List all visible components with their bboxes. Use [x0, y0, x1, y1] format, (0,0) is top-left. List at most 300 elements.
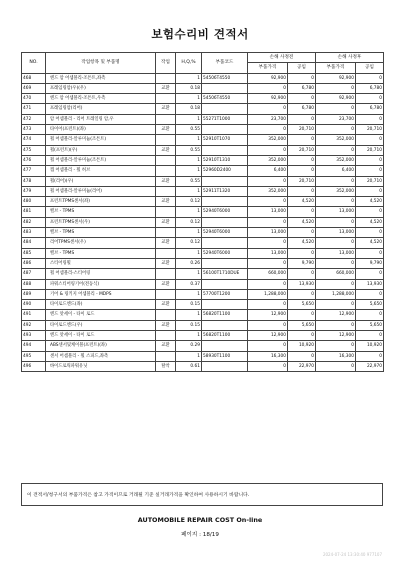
cell-code: 52910T1070 — [202, 135, 248, 145]
header-after-labor: 공임 — [356, 63, 384, 73]
cell-before-labor: 4,520 — [288, 217, 316, 227]
cell-work: 교환 — [156, 125, 176, 135]
cell-name: 휠 어셈블리-알루미늄(리어) — [46, 186, 156, 196]
cell-no: 482 — [22, 217, 46, 227]
cell-after-part: 0 — [316, 258, 356, 268]
cell-before-part: 0 — [248, 320, 288, 330]
table-row — [22, 166, 384, 176]
cell-work: 탈착 — [156, 361, 176, 371]
cell-after-part: 12,900 — [316, 310, 356, 320]
cell-work: 교환 — [156, 83, 176, 93]
cell-hq: 0.12 — [176, 238, 202, 248]
cell-after-labor: 0 — [356, 289, 384, 299]
cell-after-labor: 0 — [356, 114, 384, 124]
cell-after-part: 352,000 — [316, 186, 356, 196]
cell-before-part: 92,900 — [248, 73, 288, 83]
cell-name: 리어TPMS센서(우) — [46, 238, 156, 248]
cell-work — [156, 135, 176, 145]
table-row — [22, 320, 384, 330]
cell-before-part: 0 — [248, 125, 288, 135]
cell-work — [156, 94, 176, 104]
cell-work — [156, 289, 176, 299]
cell-work — [156, 155, 176, 165]
cell-work — [156, 114, 176, 124]
cell-name: 타이어(프런트)(좌) — [46, 125, 156, 135]
cell-name: 휠(프런트)(우) — [46, 145, 156, 155]
cell-after-part: 0 — [316, 197, 356, 207]
cell-name: 휠 어셈블리-알루미늄(조튼트) — [46, 135, 156, 145]
cell-before-labor: 10,920 — [288, 341, 316, 351]
cell-name: 타이로드엔드(우) — [46, 320, 156, 330]
cell-before-labor: 0 — [288, 351, 316, 361]
cell-no: 484 — [22, 238, 46, 248]
header-before-labor: 공임 — [288, 63, 316, 73]
cell-after-part: 23,700 — [316, 114, 356, 124]
cell-code: 56820T1100 — [202, 331, 248, 341]
cell-before-part: 13,000 — [248, 248, 288, 258]
cell-no: 474 — [22, 135, 46, 145]
cell-no: 494 — [22, 341, 46, 351]
cell-before-labor: 0 — [288, 186, 316, 196]
cell-after-labor: 13,930 — [356, 279, 384, 289]
cell-before-part: 1,288,000 — [248, 289, 288, 299]
cell-no: 480 — [22, 197, 46, 207]
cell-after-labor: 0 — [356, 248, 384, 258]
table-row — [22, 248, 384, 258]
table-row — [22, 269, 384, 279]
cell-after-part: 0 — [316, 125, 356, 135]
cell-hq: 1 — [176, 331, 202, 341]
cell-before-labor: 0 — [288, 135, 316, 145]
header-hq: H,Q,% — [176, 53, 202, 74]
cell-before-part: 0 — [248, 197, 288, 207]
cell-code: 56820T1100 — [202, 310, 248, 320]
estimate-table — [21, 52, 384, 372]
cell-before-labor: 5,650 — [288, 320, 316, 330]
cell-code — [202, 83, 248, 93]
cell-no: 493 — [22, 331, 46, 341]
cell-after-labor: 22,970 — [356, 361, 384, 371]
cell-before-part: 0 — [248, 300, 288, 310]
estimate-body — [22, 73, 384, 372]
cell-after-labor: 0 — [356, 207, 384, 217]
cell-after-labor: 0 — [356, 73, 384, 83]
cell-before-part: 0 — [248, 145, 288, 155]
cell-after-part: 0 — [316, 300, 356, 310]
cell-code: 54506T4550 — [202, 73, 248, 83]
cell-work: 교환 — [156, 217, 176, 227]
page-number: 페이지 : 18/19 — [181, 532, 219, 538]
cell-no: 472 — [22, 114, 46, 124]
cell-before-labor: 0 — [288, 94, 316, 104]
cell-no: 478 — [22, 176, 46, 186]
cell-before-part: 23,700 — [248, 114, 288, 124]
cell-hq: 0.29 — [176, 341, 202, 351]
cell-code: 54506T4550 — [202, 94, 248, 104]
cell-name: 밸브 - TPMS — [46, 207, 156, 217]
cell-before-part: 12,900 — [248, 331, 288, 341]
cell-after-labor: 4,520 — [356, 238, 384, 248]
cell-before-labor: 22,970 — [288, 361, 316, 371]
cell-code — [202, 217, 248, 227]
table-row — [22, 207, 384, 217]
cell-name: 프레임링암(우)(우) — [46, 83, 156, 93]
cell-no: 473 — [22, 125, 46, 135]
cell-before-part: 92,900 — [248, 94, 288, 104]
cell-after-part: 0 — [316, 145, 356, 155]
cell-code: 52960D2400 — [202, 166, 248, 176]
cell-after-part: 1,288,000 — [316, 289, 356, 299]
cell-hq: 1 — [176, 135, 202, 145]
cell-code: 52911T1320 — [202, 186, 248, 196]
header-row-top — [22, 53, 384, 63]
cell-hq: 0.18 — [176, 104, 202, 114]
cell-work — [156, 166, 176, 176]
cell-after-part: 660,000 — [316, 269, 356, 279]
cell-code: 52910T1310 — [202, 155, 248, 165]
cell-after-part: 92,900 — [316, 73, 356, 83]
cell-after-part: 0 — [316, 83, 356, 93]
table-row — [22, 125, 384, 135]
cell-after-part: 13,000 — [316, 248, 356, 258]
cell-no: 483 — [22, 228, 46, 238]
cell-code — [202, 125, 248, 135]
cell-no: 475 — [22, 145, 46, 155]
cell-before-labor: 6,780 — [288, 104, 316, 114]
cell-after-part: 0 — [316, 279, 356, 289]
cell-hq: 0.15 — [176, 320, 202, 330]
cell-name: 프런트TPMS센서(우) — [46, 217, 156, 227]
cell-after-labor: 0 — [356, 228, 384, 238]
cell-before-labor: 0 — [288, 289, 316, 299]
cell-name: 엔드 암 어셈블리-조튼트,좌측 — [46, 73, 156, 83]
cell-no: 486 — [22, 258, 46, 268]
cell-no: 476 — [22, 155, 46, 165]
cell-before-part: 0 — [248, 238, 288, 248]
cell-code: 56100T1710DUE — [202, 269, 248, 279]
cell-code — [202, 258, 248, 268]
cell-after-part: 13,000 — [316, 228, 356, 238]
table-row — [22, 104, 384, 114]
cell-work — [156, 207, 176, 217]
cell-after-labor: 0 — [356, 310, 384, 320]
cell-hq: 1 — [176, 289, 202, 299]
cell-before-part: 352,000 — [248, 135, 288, 145]
cell-after-labor: 5,650 — [356, 300, 384, 310]
cell-before-part: 0 — [248, 104, 288, 114]
cell-name: 엔드 앗세이 - 타이 로드 — [46, 310, 156, 320]
cell-hq: 1 — [176, 155, 202, 165]
cell-name: 프런트TPMS센서(좌) — [46, 197, 156, 207]
cell-after-part: 0 — [316, 176, 356, 186]
document-title: 보험수리비 견적서 — [151, 27, 249, 41]
cell-after-part: 6,400 — [316, 166, 356, 176]
cell-hq: 0.26 — [176, 258, 202, 268]
cell-code — [202, 341, 248, 351]
cell-hq: 0.18 — [176, 83, 202, 93]
cell-after-labor: 5,650 — [356, 320, 384, 330]
cell-before-labor: 20,710 — [288, 176, 316, 186]
table-row — [22, 300, 384, 310]
cell-work — [156, 186, 176, 196]
cell-before-labor: 0 — [288, 114, 316, 124]
header-code: 부품코드 — [202, 53, 248, 74]
table-row — [22, 73, 384, 83]
header-after-part: 부품가격 — [316, 63, 356, 73]
cell-hq: 1 — [176, 166, 202, 176]
table-row — [22, 258, 384, 268]
cell-before-labor: 0 — [288, 166, 316, 176]
cell-code — [202, 238, 248, 248]
cell-before-part: 6,400 — [248, 166, 288, 176]
table-row — [22, 351, 384, 361]
table-row — [22, 361, 384, 371]
cell-name: 기어 & 링키지 어셈블리 - MDPS — [46, 289, 156, 299]
cell-name: 휠(리어)(우) — [46, 176, 156, 186]
cell-hq: 1 — [176, 186, 202, 196]
table-row — [22, 83, 384, 93]
header-name: 작업항목 및 부품명 — [46, 53, 156, 74]
cell-after-labor: 6,780 — [356, 104, 384, 114]
cell-before-labor: 0 — [288, 155, 316, 165]
cell-before-labor: 0 — [288, 248, 316, 258]
cell-after-part: 13,000 — [316, 207, 356, 217]
cell-name: 암 어셈블리 - 리어 트레일링 암,우 — [46, 114, 156, 124]
cell-name: 프레임링암(리어) — [46, 104, 156, 114]
cell-hq: 1 — [176, 269, 202, 279]
cell-name: 휠 어셈블리-스티어링 — [46, 269, 156, 279]
header-before-part: 부품가격 — [248, 63, 288, 73]
cell-before-labor: 0 — [288, 331, 316, 341]
cell-work — [156, 310, 176, 320]
cell-hq: 1 — [176, 207, 202, 217]
cell-after-part: 0 — [316, 320, 356, 330]
cell-name: 휠 어셈블리-알루미늄(조튼트) — [46, 155, 156, 165]
cell-no: 490 — [22, 300, 46, 310]
cell-after-labor: 20,710 — [356, 145, 384, 155]
cell-hq: 1 — [176, 73, 202, 83]
cell-after-part: 0 — [316, 104, 356, 114]
cell-work: 교환 — [156, 300, 176, 310]
cell-after-part: 16,300 — [316, 351, 356, 361]
cell-work: 교환 — [156, 176, 176, 186]
cell-after-labor: 10,920 — [356, 341, 384, 351]
cell-hq: 1 — [176, 228, 202, 238]
cell-before-labor: 0 — [288, 269, 316, 279]
cell-hq: 0.55 — [176, 176, 202, 186]
cell-before-part: 0 — [248, 279, 288, 289]
header-work: 작업 — [156, 53, 176, 74]
cell-after-labor: 0 — [356, 331, 384, 341]
header-no: NO. — [22, 53, 46, 74]
cell-code — [202, 104, 248, 114]
cell-hq: 0.12 — [176, 217, 202, 227]
cell-code — [202, 300, 248, 310]
cell-before-labor: 0 — [288, 228, 316, 238]
cell-name: ABS센서및케이블(프런트)(좌) — [46, 341, 156, 351]
cell-hq: 1 — [176, 114, 202, 124]
cell-hq: 0.12 — [176, 197, 202, 207]
cell-before-labor: 20,710 — [288, 145, 316, 155]
cell-before-part: 13,000 — [248, 228, 288, 238]
cell-after-labor: 4,520 — [356, 197, 384, 207]
cell-before-labor: 13,930 — [288, 279, 316, 289]
footer-title: AUTOMOBILE REPAIR COST On-line — [137, 516, 263, 524]
cell-before-part: 660,000 — [248, 269, 288, 279]
table-row — [22, 94, 384, 104]
cell-after-labor: 0 — [356, 166, 384, 176]
cell-before-part: 352,000 — [248, 155, 288, 165]
cell-code: 52940T6000 — [202, 207, 248, 217]
cell-hq: 0.15 — [176, 300, 202, 310]
cell-hq: 0.61 — [176, 361, 202, 371]
print-timestamp: 2024-07-24 13:30:40 977107 — [322, 552, 382, 557]
cell-name: 엔드 암 어셈블리-조튼트,우측 — [46, 94, 156, 104]
header-before: 손해 사정전 — [248, 53, 316, 63]
cell-no: 496 — [22, 361, 46, 371]
cell-no: 469 — [22, 83, 46, 93]
table-row — [22, 331, 384, 341]
cell-after-labor: 0 — [356, 155, 384, 165]
cell-after-part: 0 — [316, 238, 356, 248]
cell-code — [202, 279, 248, 289]
cell-hq: 0.55 — [176, 145, 202, 155]
table-row — [22, 135, 384, 145]
cell-no: 470 — [22, 94, 46, 104]
cell-no: 489 — [22, 289, 46, 299]
cell-hq: 1 — [176, 351, 202, 361]
cell-work — [156, 269, 176, 279]
cell-code — [202, 361, 248, 371]
cell-after-labor: 4,520 — [356, 217, 384, 227]
cell-code — [202, 176, 248, 186]
cell-before-labor: 20,710 — [288, 125, 316, 135]
cell-after-part: 0 — [316, 361, 356, 371]
cell-work: 교환 — [156, 104, 176, 114]
cell-no: 468 — [22, 73, 46, 83]
cell-no: 488 — [22, 279, 46, 289]
cell-after-part: 352,000 — [316, 155, 356, 165]
cell-before-part: 12,900 — [248, 310, 288, 320]
table-row — [22, 341, 384, 351]
cell-name: 밸브 - TPMS — [46, 248, 156, 258]
cell-work: 교환 — [156, 279, 176, 289]
header-after: 손해 사정후 — [316, 53, 384, 63]
cell-before-labor: 0 — [288, 310, 316, 320]
cell-before-labor: 4,520 — [288, 238, 316, 248]
cell-hq: 1 — [176, 310, 202, 320]
cell-code: 52940T6000 — [202, 228, 248, 238]
cell-before-part: 0 — [248, 176, 288, 186]
table-row — [22, 176, 384, 186]
cell-no: 471 — [22, 104, 46, 114]
table-row — [22, 228, 384, 238]
cell-work — [156, 331, 176, 341]
cell-before-part: 16,300 — [248, 351, 288, 361]
cell-after-labor: 0 — [356, 351, 384, 361]
cell-code — [202, 197, 248, 207]
cell-after-part: 92,900 — [316, 94, 356, 104]
cell-no: 495 — [22, 351, 46, 361]
cell-before-labor: 5,650 — [288, 300, 316, 310]
table-row — [22, 279, 384, 289]
cell-after-labor: 20,710 — [356, 176, 384, 186]
cell-work: 교환 — [156, 320, 176, 330]
cell-name: 밸브 - TPMS — [46, 228, 156, 238]
cell-before-part: 352,000 — [248, 186, 288, 196]
cell-no: 491 — [22, 310, 46, 320]
table-row — [22, 238, 384, 248]
cell-hq: 1 — [176, 94, 202, 104]
cell-before-part: 13,000 — [248, 207, 288, 217]
cell-name: 파워스티어링기어(전동식) — [46, 279, 156, 289]
cell-code: 55271T1000 — [202, 114, 248, 124]
cell-work — [156, 351, 176, 361]
cell-after-part: 352,000 — [316, 135, 356, 145]
cell-after-labor: 20,710 — [356, 125, 384, 135]
cell-before-part: 0 — [248, 361, 288, 371]
cell-no: 487 — [22, 269, 46, 279]
cell-after-part: 12,900 — [316, 331, 356, 341]
cell-hq: 0.55 — [176, 125, 202, 135]
cell-code: 58930T1100 — [202, 351, 248, 361]
cell-no: 481 — [22, 207, 46, 217]
cell-after-labor: 0 — [356, 186, 384, 196]
cell-code: 52940T6000 — [202, 248, 248, 258]
cell-no: 485 — [22, 248, 46, 258]
cell-work: 교환 — [156, 197, 176, 207]
cell-no: 479 — [22, 186, 46, 196]
cell-before-labor: 4,520 — [288, 197, 316, 207]
cell-work: 교환 — [156, 258, 176, 268]
cell-code — [202, 145, 248, 155]
cell-work: 교환 — [156, 145, 176, 155]
cell-code — [202, 320, 248, 330]
cell-before-labor: 0 — [288, 207, 316, 217]
cell-before-labor: 6,780 — [288, 83, 316, 93]
cell-work: 교환 — [156, 238, 176, 248]
cell-hq: 1 — [176, 248, 202, 258]
cell-name: 타이로드엔드(좌) — [46, 300, 156, 310]
cell-no: 492 — [22, 320, 46, 330]
cell-after-part: 0 — [316, 341, 356, 351]
cell-before-part: 0 — [248, 83, 288, 93]
table-row — [22, 289, 384, 299]
cell-before-part: 0 — [248, 258, 288, 268]
table-row — [22, 186, 384, 196]
cell-name: 바이드로릭파워유닛 — [46, 361, 156, 371]
cell-after-labor: 0 — [356, 94, 384, 104]
table-row — [22, 197, 384, 207]
cell-after-labor: 0 — [356, 269, 384, 279]
cell-name: 센서 어셈블리 - 휠 스피드,좌측 — [46, 351, 156, 361]
cell-after-part: 0 — [316, 217, 356, 227]
table-row — [22, 155, 384, 165]
disclaimer-note: 이 견적서/청구서의 부품가격은 참고 가격이므로 거래될 기준 실거래가격을 확인하여 사용하시기 바랍니다. — [21, 483, 383, 506]
cell-work — [156, 228, 176, 238]
cell-name: 스티어링휠 — [46, 258, 156, 268]
cell-code: 57700T1200 — [202, 289, 248, 299]
cell-name: 캡 어셈블리 - 휠 허브 — [46, 166, 156, 176]
cell-work: 교환 — [156, 341, 176, 351]
cell-after-labor: 0 — [356, 135, 384, 145]
table-row — [22, 217, 384, 227]
cell-name: 엔드 앗세이 - 타이 로드 — [46, 331, 156, 341]
cell-before-part: 0 — [248, 217, 288, 227]
table-row — [22, 310, 384, 320]
cell-after-labor: 6,780 — [356, 83, 384, 93]
cell-before-labor: 0 — [288, 73, 316, 83]
